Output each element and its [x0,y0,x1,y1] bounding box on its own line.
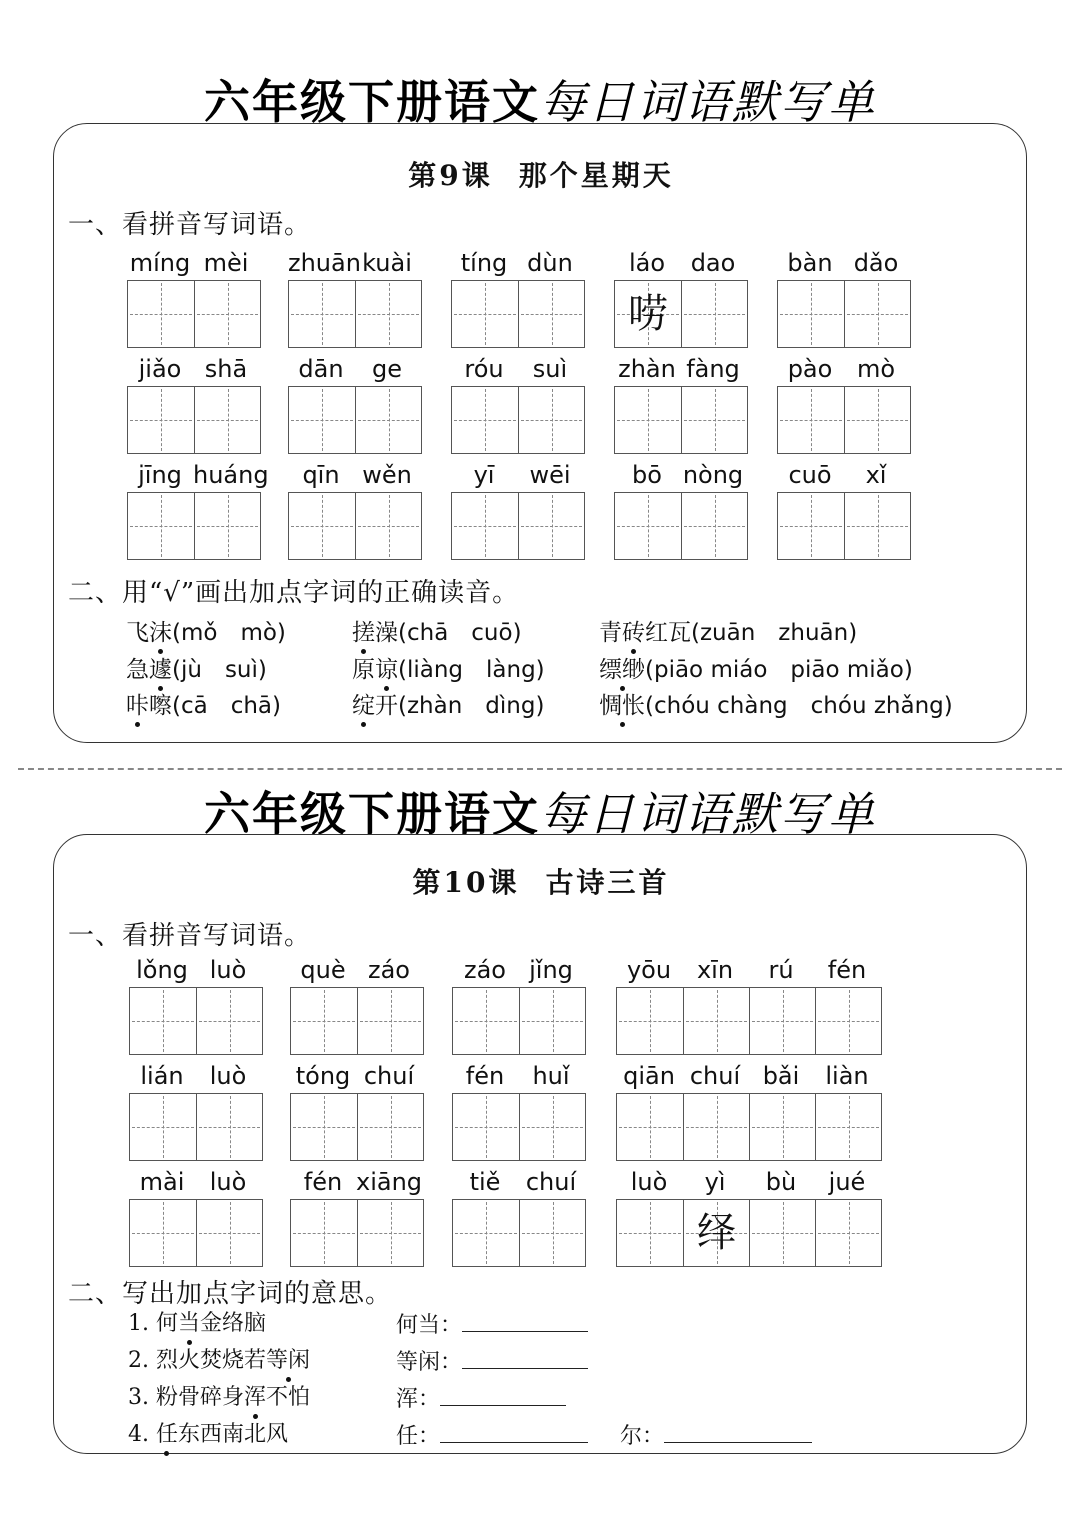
choice-word [352,620,398,646]
pinyin-syllable: mò [856,355,896,383]
dotted-character: 沫 [149,620,172,646]
pinyin [127,246,259,280]
tianzige-cell[interactable] [357,1094,423,1160]
tianzige-cell[interactable] [683,1094,749,1160]
writing-boxes [290,987,424,1055]
pinyin-syllable: zhuān [288,249,361,277]
sheet2-lesson-name: 古诗三首 [545,866,670,899]
tianzige-cell[interactable] [128,493,194,559]
pinyin-syllable: qiān [623,1062,675,1090]
dotted-character: 遽 [149,657,172,683]
tianzige-cell[interactable] [452,493,518,559]
pinyin-syllable: huáng [193,461,269,489]
tianzige-cell[interactable] [749,988,815,1054]
pinyin-syllable: lián [140,1062,184,1090]
writing-boxes [614,492,748,560]
choice-word-prefix: 原 [352,657,375,683]
writing-boxes [127,386,261,454]
dotted-character: 等闲 [266,1346,310,1376]
sheet-divider [18,768,1062,770]
tianzige-cell[interactable] [615,387,681,453]
tianzige-cell[interactable] [355,493,421,559]
writing-boxes [129,1093,263,1161]
pinyin-options[interactable]: (mǒ mò) [172,620,286,646]
pinyin-syllable: kuài [362,249,412,277]
choice-word [599,657,645,683]
pinyin-syllable: bǎi [762,1062,800,1090]
pinyin-syllable: rú [768,956,794,984]
pinyin-syllable: fén [827,956,867,984]
writing-boxes [288,386,422,454]
pinyin-syllable: suì [532,355,568,383]
answer-blank[interactable] [462,1309,588,1332]
pinyin [451,246,583,280]
tianzige-cell[interactable] [518,387,584,453]
tianzige-cell[interactable] [291,1200,357,1266]
pinyin [452,953,584,987]
pinyin-syllable: lǒng [136,956,188,984]
reading-choice [126,618,286,648]
pinyin-syllable: xiāng [356,1168,423,1196]
pinyin-syllable: zhàn [618,355,676,383]
pinyin-syllable: tíng [460,249,508,277]
dotted-character: 咔 [126,693,149,719]
pinyin [290,953,422,987]
pinyin-syllable: xīn [696,956,734,984]
sheet2-panel [53,834,1027,1454]
answer-blank[interactable] [462,1346,588,1369]
tianzige-cell[interactable] [681,387,747,453]
poem-text: 不怕 [266,1385,311,1410]
pinyin-options[interactable]: (liàng làng) [398,657,545,683]
pinyin-syllable: tóng [295,1062,351,1090]
pinyin-syllable: wēi [529,461,571,489]
answer-line [396,1383,566,1415]
tianzige-cell[interactable] [291,1094,357,1160]
tianzige-cell[interactable] [617,988,683,1054]
dotted-character: 搓 [352,620,375,646]
reading-choice [352,655,545,685]
answer-blank[interactable] [440,1383,566,1406]
question-number: 3. [128,1385,156,1410]
question-number: 2. [128,1348,156,1373]
tianzige-cell[interactable] [617,1094,683,1160]
poem-text: 东西南北风 [178,1422,289,1447]
pinyin-syllable: yī [473,461,495,489]
choice-word [599,620,691,646]
writing-boxes [777,492,911,560]
tianzige-cell[interactable] [681,493,747,559]
pinyin-syllable: míng [129,249,191,277]
tianzige-cell[interactable] [844,387,910,453]
pinyin-syllable: jué [828,1168,866,1196]
tianzige-cell[interactable] [130,1094,196,1160]
pinyin-options[interactable]: (piāo miáo piāo miǎo) [645,657,913,683]
tianzige-cell[interactable] [615,493,681,559]
pinyin [290,1059,422,1093]
pinyin-syllable: nòng [682,461,744,489]
pinyin-syllable: pào [787,355,833,383]
writing-boxes [616,1199,882,1267]
choice-word-suffix: 开 [375,693,398,719]
tianzige-cell[interactable] [289,387,355,453]
pinyin-syllable: luò [209,1168,247,1196]
sheet2-section1-title: 一、看拼音写词语。 [68,921,312,951]
pinyin-syllable: jiǎo [138,355,182,383]
choice-word [126,693,172,719]
pinyin-syllable: róu [464,355,504,383]
answer-line [620,1420,812,1452]
pinyin-syllable: jīng [138,461,182,489]
tianzige-cell[interactable] [130,988,196,1054]
pinyin-syllable: jǐng [529,956,573,984]
tianzige-cell[interactable] [355,281,421,347]
tianzige-cell[interactable] [778,387,844,453]
pinyin [777,458,909,492]
tianzige-cell[interactable] [518,493,584,559]
sheet2-lesson-number: 第10课 [412,866,520,899]
tianzige-cell[interactable] [196,1094,262,1160]
writing-boxes [288,280,422,348]
answer-label: 任： [396,1424,441,1449]
tianzige-cell[interactable] [357,1200,423,1266]
choice-word-suffix: 澡 [375,620,398,646]
sheet1-panel [53,123,1027,743]
pinyin [614,246,746,280]
pinyin-syllable: dùn [527,249,573,277]
answer-line [396,1309,588,1341]
writing-boxes [777,280,911,348]
pinyin-syllable: yì [704,1168,726,1196]
answer-blank[interactable] [440,1420,588,1443]
choice-word [352,693,398,719]
tianzige-cell[interactable] [291,988,357,1054]
choice-word [126,620,172,646]
reading-choice [599,618,857,648]
pinyin-syllable: huǐ [532,1062,570,1090]
pinyin-syllable: xǐ [865,461,887,489]
dotted-character: 谅 [375,657,398,683]
pinyin [288,458,420,492]
pinyin-syllable: mèi [203,249,249,277]
answer-blank[interactable] [664,1420,812,1443]
tianzige-cell[interactable] [194,387,260,453]
poem-line [128,1383,310,1413]
tianzige-cell[interactable] [815,1094,881,1160]
pinyin-syllable: shā [204,355,248,383]
tianzige-cell[interactable] [844,281,910,347]
pinyin [129,1165,261,1199]
pinyin-syllable: dao [690,249,736,277]
tianzige-cell[interactable] [130,1200,196,1266]
pinyin [290,1165,422,1199]
pinyin-syllable: què [300,956,346,984]
tianzige-cell[interactable] [683,988,749,1054]
choice-word-prefix: 青 [599,620,622,646]
pinyin [614,352,746,386]
answer-line [396,1346,588,1378]
pinyin-syllable: chuí [689,1062,741,1090]
reading-choice [126,691,281,721]
writing-boxes [129,1199,263,1267]
pinyin-options[interactable]: (zuān zhuān) [691,620,858,646]
tianzige-cell[interactable] [453,1094,519,1160]
tianzige-cell[interactable] [128,281,194,347]
pinyin-syllable: záo [464,956,506,984]
tianzige-cell[interactable] [452,281,518,347]
tianzige-cell[interactable] [683,1200,749,1266]
tianzige-cell[interactable] [196,988,262,1054]
writing-boxes [127,280,261,348]
poem-line [128,1309,266,1339]
pinyin [452,1059,584,1093]
writing-boxes [127,492,261,560]
tianzige-cell[interactable] [778,493,844,559]
answer-label: 等闲： [396,1350,463,1375]
dotted-character: 浑 [244,1383,266,1413]
pinyin [129,1059,261,1093]
choice-word-suffix: 嚓 [149,693,172,719]
pinyin-syllable: tiě [469,1168,501,1196]
tianzige-cell[interactable] [519,988,585,1054]
tianzige-cell[interactable] [815,1200,881,1266]
pinyin-options[interactable]: (chā cuō) [398,620,522,646]
writing-boxes [451,386,585,454]
pinyin-syllable: záo [368,956,410,984]
writing-boxes [614,386,748,454]
sheet2-title-main: 六年级下册语文 [204,787,540,841]
reading-choice [352,618,522,648]
pinyin [616,1059,880,1093]
pinyin-syllable: bàn [787,249,833,277]
choice-word [599,693,645,719]
pinyin-options[interactable]: (chóu chàng chóu zhǎng) [645,693,953,719]
sheet1-lesson-number: 第9课 [408,159,493,192]
tianzige-cell[interactable] [196,1200,262,1266]
pinyin-syllable: yōu [626,956,672,984]
pinyin-options[interactable]: (zhàn dìng) [398,693,545,719]
choice-word-suffix: 红瓦 [645,620,691,646]
tianzige-cell[interactable] [289,281,355,347]
tianzige-cell[interactable] [128,387,194,453]
poem-text: 烈火焚烧若 [155,1348,266,1373]
reading-choice [599,691,953,721]
tianzige-cell[interactable] [355,387,421,453]
pinyin-syllable: láo [628,249,666,277]
question-number: 4. [128,1422,156,1447]
pinyin [129,953,261,987]
pinyin-syllable: cuō [788,461,832,489]
pinyin [616,1165,880,1199]
tianzige-cell[interactable] [617,1200,683,1266]
dotted-character: 惆怅 [599,693,645,719]
pinyin-syllable: luò [630,1168,668,1196]
pinyin-syllable: fén [465,1062,505,1090]
pinyin-options[interactable]: (cā chā) [172,693,282,719]
poem-text: 粉骨碎身 [155,1385,244,1410]
answer-label: 浑： [396,1387,441,1412]
sheet2-lesson-heading [54,861,1028,901]
writing-boxes [129,987,263,1055]
tianzige-cell[interactable] [519,1200,585,1266]
sheet1-title-main: 六年级下册语文 [204,75,540,129]
pinyin-syllable: fén [303,1168,343,1196]
dotted-character: 任 [156,1420,178,1450]
pinyin [451,352,583,386]
pinyin-syllable: luò [209,1062,247,1090]
pinyin-syllable: wěn [362,461,412,489]
sheet1-lesson-name: 那个星期天 [518,159,674,192]
tianzige-cell[interactable] [518,281,584,347]
tianzige-cell[interactable] [194,281,260,347]
pinyin [452,1165,584,1199]
pinyin-syllable: ge [372,355,402,383]
answer-label: 尔： [620,1424,665,1449]
poem-line [128,1346,310,1376]
tianzige-cell[interactable] [778,281,844,347]
pinyin [614,458,746,492]
writing-boxes [290,1093,424,1161]
filled-character: 绎 [696,1210,737,1256]
tianzige-cell[interactable] [194,493,260,559]
writing-boxes [288,492,422,560]
writing-boxes [451,280,585,348]
pinyin [127,458,269,492]
writing-boxes [290,1199,424,1267]
answer-label: 何当： [396,1313,463,1338]
writing-boxes [616,1093,882,1161]
tianzige-cell[interactable] [844,493,910,559]
pinyin-syllable: dān [298,355,344,383]
dotted-character: 缥缈 [599,657,645,683]
reading-choice [126,655,267,685]
pinyin [127,352,259,386]
writing-boxes [614,280,748,348]
sheet1-section1-title: 一、看拼音写词语。 [68,210,312,240]
filled-character: 唠 [628,291,668,337]
sheet2-title-sub: 每日词语默写单 [540,787,876,841]
pinyin-syllable: fàng [686,355,740,383]
tianzige-cell[interactable] [453,988,519,1054]
poem-line [128,1420,288,1450]
pinyin-syllable: liàn [825,1062,869,1090]
pinyin [288,352,420,386]
tianzige-cell[interactable] [749,1094,815,1160]
reading-choice [599,655,913,685]
writing-boxes [452,1199,586,1267]
choice-word-prefix: 急 [126,657,149,683]
pinyin-options[interactable]: (jù suì) [172,657,267,683]
dotted-character: 当 [178,1309,200,1339]
choice-word-prefix: 飞 [126,620,149,646]
pinyin-syllable: chuí [525,1168,577,1196]
writing-boxes [616,987,882,1055]
pinyin [777,246,909,280]
sheet1-section2-title: 二、用“√”画出加点字词的正确读音。 [68,578,520,608]
poem-text: 金络脑 [200,1311,267,1336]
sheet1-lesson-heading [54,154,1028,194]
tianzige-cell[interactable] [815,988,881,1054]
sheet2-section2-title: 二、写出加点字词的意思。 [68,1279,393,1309]
pinyin-syllable: dǎo [853,249,899,277]
pinyin [451,458,583,492]
tianzige-cell[interactable] [519,1094,585,1160]
dotted-character: 砖 [622,620,645,646]
writing-boxes [452,987,586,1055]
writing-boxes [777,386,911,454]
answer-line [396,1420,588,1452]
pinyin-syllable: qīn [302,461,340,489]
pinyin [288,246,420,280]
question-number: 1. [128,1311,156,1336]
pinyin-syllable: bō [632,461,662,489]
reading-choice [352,691,544,721]
pinyin-syllable: chuí [363,1062,415,1090]
pinyin [777,352,909,386]
pinyin-syllable: mài [139,1168,185,1196]
pinyin-syllable: bù [765,1168,797,1196]
tianzige-cell[interactable] [681,281,747,347]
dotted-character: 绽 [352,693,375,719]
pinyin [616,953,880,987]
writing-boxes [451,492,585,560]
choice-word [126,657,172,683]
writing-boxes [452,1093,586,1161]
tianzige-cell[interactable] [289,493,355,559]
sheet1-title-sub: 每日词语默写单 [540,75,876,129]
tianzige-cell[interactable] [749,1200,815,1266]
choice-word [352,657,398,683]
tianzige-cell[interactable] [452,387,518,453]
tianzige-cell[interactable] [453,1200,519,1266]
tianzige-cell[interactable] [615,281,681,347]
tianzige-cell[interactable] [357,988,423,1054]
poem-text: 何 [155,1311,178,1336]
pinyin-syllable: luò [209,956,247,984]
